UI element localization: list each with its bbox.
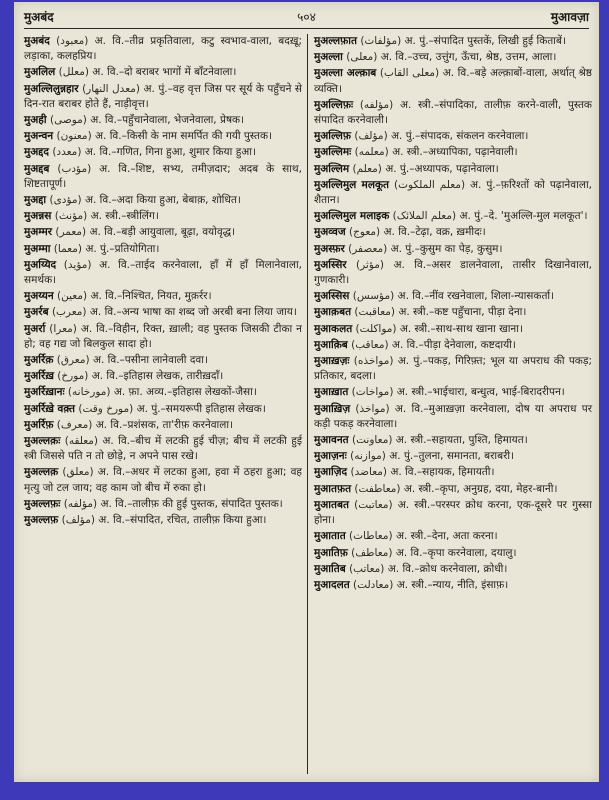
definition: अ. स्त्री.–कृपा, अनुग्रह, दया, मेहर-बानी। (403, 482, 558, 495)
dictionary-entry (314, 178, 592, 208)
definition: अ. पुं.–तुलना, समानता, बराबरी। (389, 450, 515, 463)
dictionary-entry (24, 385, 302, 400)
definition: अ. वि.–कृपा करनेवाला, दयालु। (395, 546, 517, 559)
dictionary-entry (314, 258, 592, 288)
dictionary-entry (314, 50, 592, 65)
urdu-spelling: (معادلت) (353, 578, 394, 591)
dictionary-entry (24, 145, 302, 160)
definition: अ. वि.–शिष्ट, सभ्य, तमीज़दार; अदब के साथ, शिष्टतापूर्ण। (24, 162, 302, 190)
urdu-spelling: (مؤنث) (54, 210, 88, 223)
headword: मुअव्वज (314, 226, 346, 239)
definition: अ. वि.–अधर में लटका हुआ, हवा में ठहरा हुआ; वह मृत्यु जो टल जाय; वह काम जो बीच में रुका हो। (24, 466, 302, 494)
urdu-spelling: (مؤلف) (61, 514, 95, 527)
urdu-spelling: (مواکلت) (355, 322, 397, 335)
definition: अ. स्त्री.–सहायता, पुश्ति, हिमायत। (395, 434, 528, 447)
headword: मुअल्लिमुल मलाइक (314, 210, 390, 223)
dictionary-entry (314, 465, 592, 480)
urdu-spelling: (مؤثر) (356, 258, 385, 271)
dictionary-entry (24, 225, 302, 240)
urdu-spelling: (مؤدب) (57, 162, 92, 175)
headword: मुअल्लिलुन्नहार (24, 82, 79, 95)
dictionary-entry (314, 162, 592, 177)
dictionary-entry (24, 34, 302, 64)
headword: मुअल्लिमुल मलकूत (314, 178, 389, 191)
urdu-spelling: (معين) (57, 290, 88, 303)
definition: अ. स्त्री.–संपादिका, तालीफ़ करने-वाली, पुस्तक संपादित करनेवाली। (314, 98, 592, 127)
definition: अ. वि.–टेढ़ा, वक्र, ख़मीदः। (383, 226, 486, 239)
urdu-spelling: (معرا) (49, 322, 77, 335)
headword: मुअलिल (24, 66, 56, 79)
definition: अ. फ़ा. अव्य.–इतिहास लेखकों-जैसा। (113, 386, 257, 399)
urdu-spelling: (معاقبت) (354, 306, 396, 319)
dictionary-entry (24, 497, 302, 512)
headword: मुआतिब (314, 562, 346, 575)
headword: मुअम्मा (24, 242, 51, 255)
headword: मुअर्रिफ़ (24, 418, 54, 431)
headword: मुअल्लक़ः (24, 435, 61, 448)
dictionary-entry (24, 65, 302, 80)
urdu-spelling: (معاتبت) (354, 498, 393, 511)
definition: अ. स्त्री.–भाईचारा, बन्धुत्व, भाई-बिरादरीपन। (396, 386, 565, 399)
headword: मुअल्लफ़ात (314, 35, 357, 47)
urdu-spelling: (مورخ وقت) (78, 402, 134, 415)
dictionary-entry (24, 242, 302, 257)
dictionary-entry (314, 34, 592, 49)
urdu-spelling: (معرق) (56, 354, 90, 367)
dictionary-entry (314, 338, 592, 353)
dictionary-entry (24, 305, 302, 320)
headword: मुअल्ला अल्क़ाब (314, 67, 377, 80)
definition: अ. स्त्री.–अध्यापिका, पढ़ानेवाली। (392, 146, 518, 159)
definition: अ. वि.–पसीना लानेवाली दवा। (92, 354, 208, 367)
urdu-spelling: (مؤيد) (63, 258, 92, 271)
definition: अ. स्त्री.–न्याय, नीति, इंसाफ़। (396, 578, 509, 591)
headword: मुअद्दा (24, 194, 47, 207)
headword: मुआकलत (314, 322, 353, 335)
urdu-spelling: (معلی) (346, 51, 378, 64)
headword: मुअर्रब (24, 306, 49, 319)
dictionary-entry (314, 529, 592, 544)
definition: अ. वि.–क्रोध करनेवाला, क्रोधी। (387, 562, 508, 575)
dictionary-entry (314, 98, 592, 128)
dictionary-entry (24, 82, 302, 112)
definition: अ. पुं.–दे. 'मुअल्लि-मुल मलकूत'। (459, 210, 588, 223)
headword: मुअस्फ़र (314, 242, 345, 255)
urdu-spelling: (معاضد) (350, 466, 387, 479)
dictionary-entry (314, 322, 592, 337)
dictionary-entry (314, 498, 592, 528)
definition: अ. स्त्री.–परस्पर क्रोध करना, एक-दूसरे पर गुस्सा होना। (314, 498, 593, 527)
headword: मुआतिफ़ (314, 546, 348, 559)
dictionary-entry (24, 162, 302, 192)
definition: अ. वि.–प्रशंसक, ता'रीफ़ करनेवाला। (95, 418, 234, 431)
definition: अ. स्त्री.–कष्ट पहुँचाना, पीड़ा देना। (398, 306, 527, 319)
definition: अ. पुं.–प्रतियोगिता। (85, 242, 160, 255)
headword: मुअद्दद (24, 146, 49, 159)
headword: मुअस्सिर (314, 258, 347, 271)
dictionary-entry (314, 449, 592, 464)
headword: मुअन्नस (24, 210, 52, 223)
definition: अ. वि.–तालीफ़ की हुई पुस्तक, संपादित पुस्तक। (100, 497, 283, 510)
urdu-spelling: (مؤدی) (49, 194, 82, 207)
headword: मुअल्लफ़ (24, 514, 59, 527)
definition: अ. वि.–अन्य भाषा का शब्द जो अरबी बना लिया जाय। (89, 306, 297, 319)
headword: मुअल्लिफ़ (314, 130, 351, 143)
dictionary-entry (24, 465, 302, 495)
dictionary-entry (314, 578, 592, 593)
dictionary-entry (314, 546, 592, 561)
urdu-spelling: (مؤلفه) (63, 497, 98, 510)
column-divider (307, 34, 308, 774)
urdu-spelling: (معرب) (51, 306, 87, 319)
definition: अ. वि.–निश्चित, नियत, मुक़र्रर। (90, 290, 212, 303)
headword: मुअल्ला (314, 51, 343, 64)
urdu-spelling: (معاونت) (352, 434, 393, 447)
urdu-spelling: (معلل) (58, 66, 89, 79)
definition: अ. वि.–मुआख़ज़ा करनेवाला, दोष या अपराध पर कड़ी पकड़ करनेवाला। (314, 402, 593, 430)
urdu-spelling: (مؤلفه) (359, 98, 394, 111)
headword: मुअल्लिम (314, 162, 350, 175)
headword: मुअम्मर (24, 226, 53, 239)
headword: मुआतात (314, 530, 346, 543)
urdu-spelling: (مواخات) (351, 386, 394, 399)
headword: मुअर्रिख़े वक़्त (24, 402, 76, 415)
dictionary-entry (314, 433, 592, 448)
urdu-spelling: (مؤسس) (352, 290, 395, 303)
headword: मुअबंद (24, 35, 50, 47)
definition: अ. वि.–सहायक, हिमायती। (390, 466, 495, 479)
headword: मुअर्रिक़ (24, 354, 54, 367)
dictionary-entry (24, 353, 302, 368)
headword: मुआक़िब (314, 338, 348, 351)
definition: अ. वि.–संपादित, रचित, तालीफ़ किया हुआ। (98, 514, 267, 527)
urdu-spelling: (معلم) (352, 162, 382, 175)
dictionary-entry (24, 193, 302, 208)
definition: अ. स्त्री.–स्त्रीलिंग। (90, 210, 159, 223)
definition: अ. पुं.–कुसुम का पेड़, कुसुम। (390, 242, 503, 255)
dictionary-entry (314, 225, 592, 240)
urdu-spelling: (معنون) (56, 130, 92, 143)
definition: अ. वि.–अदा किया हुआ, बेबाक़, शोधित। (84, 194, 241, 207)
dictionary-entry (314, 354, 592, 384)
definition: अ. स्त्री.–देना, अता करना। (395, 530, 498, 543)
urdu-spelling: (معاطات) (349, 530, 393, 543)
dictionary-entry (24, 418, 302, 433)
definition: अ. वि.–विहीन, रिक्त, ख़ाली; वह पुस्तक जिसकी टीका न हो; वह गद्य जो बिलकुल सादा हो। (24, 322, 302, 350)
urdu-spelling: (معاتب) (349, 562, 385, 575)
dictionary-entry (24, 209, 302, 224)
headword: मुअर्रिख़ (24, 370, 54, 383)
urdu-spelling: (معمر) (55, 226, 87, 239)
urdu-spelling: (مؤلف) (354, 130, 388, 143)
urdu-spelling: (مورخانه) (67, 386, 111, 399)
dictionary-entry (24, 434, 302, 464)
definition: अ. वि.–उच्च, उत्तुंग, ऊँचा, श्रेष्ठ, उत्तम, आला। (380, 51, 557, 64)
headword: मुआवनत (314, 434, 349, 447)
dictionary-entry (24, 513, 302, 528)
left-guide-word: मुअबंद (24, 10, 54, 24)
definition: अ. वि.–दो बराबर भागों में बाँटनेवाला। (92, 66, 237, 79)
definition: अ. पुं.–वह वृत्त जिस पर सूर्य के पहुँचने से दिन-रात बराबर होते हैं, नाड़ीवृत्त। (24, 82, 303, 110)
right-column (314, 34, 592, 594)
headword: मुअद्दब (24, 162, 50, 175)
definition: अ. वि.–बड़ी आयुवाला, बूढ़ा, वयोवृद्ध। (89, 226, 236, 239)
urdu-spelling: (معبود) (56, 35, 89, 47)
urdu-spelling: (مؤلفات) (360, 35, 402, 47)
headword: मुआदलत (314, 578, 350, 591)
headword: मुआतबत (314, 498, 349, 511)
urdu-spelling: (معوج) (349, 226, 381, 239)
urdu-spelling: (معلقه) (64, 435, 99, 448)
urdu-spelling: (معلی القاب) (379, 67, 440, 80)
definition: अ. वि.–असर डालनेवाला, तासीर दिखानेवाला, गुणकारी। (314, 258, 592, 287)
headword: मुअर्रा (24, 322, 46, 335)
headword: मुआख़िज़ (314, 402, 351, 415)
headword: मुआक़बत (314, 306, 352, 319)
definition: अ. वि.–किसी के नाम समर्पित की गयी पुस्तक। (95, 130, 273, 143)
headword: मुअल्लक़ (24, 466, 59, 479)
definition: अ. वि.–बीच में लटकी हुई चीज़; बीच में लटकी हुई स्त्री जिससे पति न तो छोड़े, न अपने पास रखे। (24, 435, 302, 463)
dictionary-entry (314, 66, 592, 96)
headword: मुआख़ात (314, 386, 349, 399)
page-header (24, 8, 589, 30)
urdu-spelling: (معلم الملائک) (392, 210, 457, 223)
urdu-spelling: (مواخذه) (353, 355, 394, 368)
dictionary-entry (24, 113, 302, 128)
dictionary-entry (314, 145, 592, 160)
headword: मुअस्सिस (314, 290, 350, 303)
dictionary-page (14, 2, 599, 782)
definition: अ. वि.–पहुँचानेवाला, भेजनेवाला, प्रेषक। (90, 114, 245, 127)
urdu-spelling: (معدل النهار) (82, 82, 140, 95)
definition: अ. वि.–इतिहास लेखक, तारीख़दाँ। (91, 370, 224, 383)
headword: मुअय्यिद (24, 258, 57, 271)
headword: मुअन्वन (24, 130, 54, 143)
definition: अ. पुं.–अध्यापक, पढ़ानेवाला। (385, 162, 499, 175)
urdu-spelling: (معلمه) (354, 146, 389, 159)
headword: मुअर्रिख़ानः (24, 386, 65, 399)
page-number: ५०४ (297, 10, 316, 24)
definition: अ. पुं.–समयरूपी इतिहास लेखक। (136, 402, 266, 415)
headword: मुआज़िद (314, 466, 348, 479)
dictionary-entry (24, 402, 302, 417)
header-rule (24, 28, 589, 29)
dictionary-entry (24, 369, 302, 384)
urdu-spelling: (معما) (53, 242, 82, 255)
urdu-spelling: (معاقب) (351, 338, 389, 351)
headword: मुअल्लिफ़ः (314, 98, 354, 111)
dictionary-entry (314, 482, 592, 497)
dictionary-entry (314, 209, 592, 224)
dictionary-entry (24, 129, 302, 144)
urdu-spelling: (معاطف) (351, 546, 393, 559)
definition: अ. वि.–गणित, गिना हुआ, शुमार किया हुआ। (84, 146, 256, 159)
headword: मुअल्लिमः (314, 146, 352, 159)
dictionary-entry (24, 258, 302, 288)
definition: अ. वि.–तीव्र प्रकृतिवाला, कटु स्वभाव-वाला, बदख़ू; लड़ाका, कलहप्रिय। (24, 35, 302, 63)
headword: मुआतफ़त (314, 482, 352, 495)
definition: अ. वि.–पीड़ा देनेवाला, कष्टदायी। (391, 338, 516, 351)
urdu-spelling: (مورخ) (57, 370, 89, 383)
dictionary-entry (24, 322, 302, 352)
definition: अ. पुं.–फ़रिश्तों को पढ़ानेवाला, शैतान। (314, 178, 592, 207)
dictionary-entry (314, 289, 592, 304)
definition: अ. वि.–नींव रखनेवाला, शिला-न्यासकर्ता। (397, 290, 555, 303)
urdu-spelling: (معلم الملكوت) (393, 178, 466, 191)
headword: मुअल्लफ़ः (24, 497, 61, 510)
urdu-spelling: (معصفر) (348, 242, 388, 255)
definition: अ. पुं.–संपादित पुस्तकें, लिखी हुई किताबें। (404, 35, 566, 47)
definition: अ. पुं.–पकड़, गिरिफ़्त; भूल या अपराध की पकड़; प्रतिकार, बदला। (314, 355, 592, 383)
headword: मुअय्यन (24, 290, 54, 303)
urdu-spelling: (موازنه) (350, 450, 386, 463)
dictionary-entry (24, 289, 302, 304)
definition: अ. पुं.–संपादक, संकलन करनेवाला। (391, 130, 529, 143)
urdu-spelling: (موصی) (49, 114, 87, 127)
urdu-spelling: (معدد) (52, 146, 82, 159)
dictionary-entry (314, 305, 592, 320)
definition: अ. स्त्री.–साथ-साथ खाना खाना। (399, 322, 523, 335)
urdu-spelling: (معرف) (56, 418, 93, 431)
definition: अ. वि.–बड़े अल्क़ाबों-वाला, अर्थात् श्रेष्ठ व्यक्ति। (314, 67, 592, 95)
definition: अ. वि.–ताईद करनेवाला, हाँ में हाँ मिलानेवाला, समर्थक। (24, 258, 303, 287)
dictionary-entry (314, 385, 592, 400)
dictionary-entry (314, 402, 592, 432)
dictionary-entry (314, 242, 592, 257)
dictionary-entry (314, 562, 592, 577)
left-column (24, 34, 302, 529)
urdu-spelling: (مواخذ) (355, 402, 390, 415)
right-guide-word: मुआवज़ा (550, 10, 589, 24)
urdu-spelling: (معاطفت) (354, 482, 401, 495)
headword: मुआज़नः (314, 450, 347, 463)
dictionary-entry (314, 129, 592, 144)
headword: मुअही (24, 114, 47, 127)
headword: मुआख़ज़ः (314, 355, 350, 368)
urdu-spelling: (معلق) (62, 466, 94, 479)
